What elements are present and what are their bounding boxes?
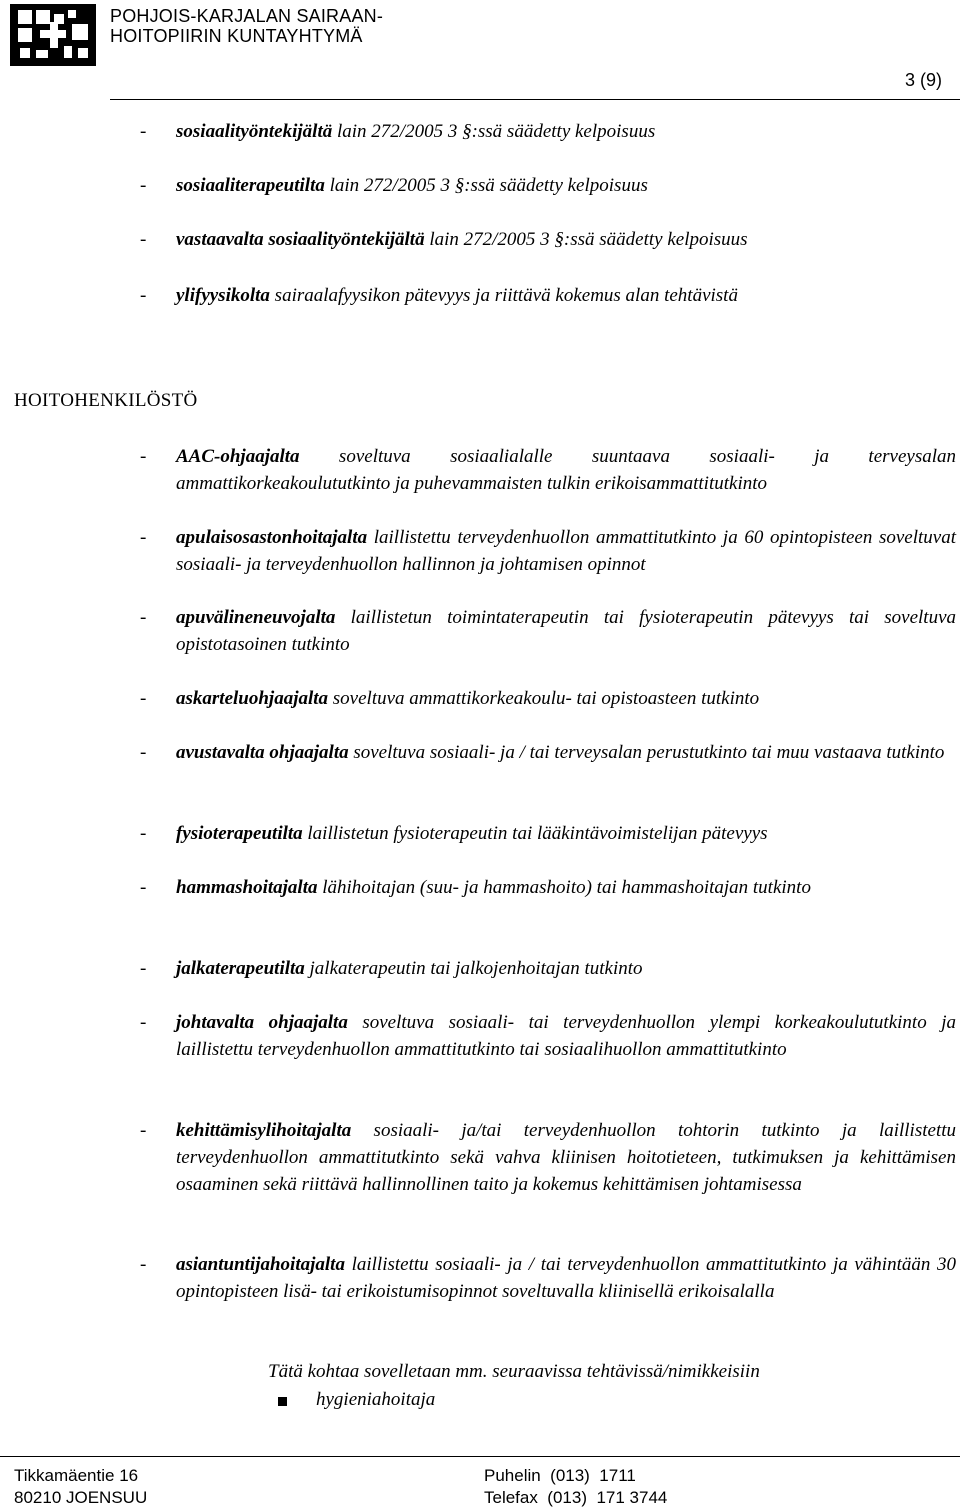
dash-marker: -	[140, 121, 147, 142]
footer-address-street: Tikkamäentie 16	[14, 1466, 139, 1485]
item-description: jalkaterapeutin tai jalkojenhoitajan tutkinto	[304, 958, 643, 979]
item-term: apulaisosastonhoitajalta	[176, 527, 368, 548]
org-name-line1: POHJOIS-KARJALAN SAIRAAN-	[110, 6, 384, 26]
dash-marker: -	[140, 446, 147, 467]
dash-marker: -	[140, 229, 147, 250]
dash-marker: -	[140, 1120, 147, 1141]
item-term: vastaavalta sosiaalityöntekijältä	[176, 229, 425, 250]
footer-divider	[0, 1456, 960, 1457]
footer-address-city: 80210 JOENSUU	[14, 1488, 148, 1507]
item-term: sosiaalityöntekijältä	[176, 121, 333, 142]
item-description: laillistettu terveydenhuollon ammattitutkinto ja 60 opintopisteen soveltuvat sosiaali- ja terveydenhuollon hallinnon ja johtamisen opinnot	[176, 527, 956, 575]
dash-marker: -	[140, 607, 147, 628]
application-note: Tätä kohtaa sovelletaan mm. seuraavissa tehtävissä/nimikkeisiin	[268, 1361, 760, 1382]
item-description: lain 272/2005 3 §:ssä säädetty kelpoisuus	[324, 175, 648, 196]
item-term: jalkaterapeutilta	[176, 958, 305, 979]
item-term: avustavalta ohjaajalta	[176, 742, 349, 763]
dash-marker: -	[140, 688, 147, 709]
dash-marker: -	[140, 877, 147, 898]
item-description: lain 272/2005 3 §:ssä säädetty kelpoisuus	[332, 121, 656, 142]
item-term: johtavalta ohjaajalta	[176, 1012, 348, 1033]
item-description: lähihoitajan (suu- ja hammashoito) tai hammashoitajan tutkinto	[317, 877, 811, 898]
dash-marker: -	[140, 285, 147, 306]
item-term: hammashoitajalta	[176, 877, 318, 898]
item-description: soveltuva sosiaali- ja / tai terveysalan perustutkinto tai muu vastaava tutkinto	[348, 742, 945, 763]
organization-logo	[10, 4, 96, 66]
item-description: lain 272/2005 3 §:ssä säädetty kelpoisuus	[424, 229, 748, 250]
item-term: asiantuntijahoitajalta	[176, 1254, 345, 1275]
dash-marker: -	[140, 742, 147, 763]
section-heading: HOITOHENKILÖSTÖ	[14, 390, 198, 411]
bullet-text: hygieniahoitaja	[316, 1389, 436, 1410]
item-term: kehittämisylihoitajalta	[176, 1120, 352, 1141]
item-term: sosiaaliterapeutilta	[176, 175, 325, 196]
dash-marker: -	[140, 527, 147, 548]
header-divider	[110, 99, 960, 100]
item-description: laillistetun toimintaterapeutin tai fysioterapeutin pätevyys tai soveltuva opistotasoinen tutkinto	[176, 607, 956, 655]
footer-fax: Telefax (013) 171 3744	[484, 1488, 668, 1507]
item-description: soveltuva sosiaali- tai terveydenhuollon ylempi korkeakoulututkinto ja laillistettu terveydenhuollon ammattitutkinto tai sosiaalihuollon ammattitutkinto	[176, 1012, 956, 1060]
item-description: soveltuva ammattikorkeakoulu- tai opistoasteen tutkinto	[328, 688, 760, 709]
item-description: laillistetun fysioterapeutin tai lääkintävoimistelijan pätevyys	[302, 823, 768, 844]
footer-phone: Puhelin (013) 1711	[484, 1466, 636, 1485]
item-term: apuvälineneuvojalta	[176, 607, 336, 628]
org-name-line2: HOITOPIIRIN KUNTAYHTYMÄ	[110, 26, 363, 46]
page-number: 3 (9)	[904, 70, 942, 90]
item-term: AAC-ohjaajalta	[176, 446, 300, 467]
item-term: fysioterapeutilta	[176, 823, 303, 844]
dash-marker: -	[140, 823, 147, 844]
item-term: askarteluohjaajalta	[176, 688, 329, 709]
square-bullet-icon	[278, 1397, 287, 1406]
organization-name	[110, 6, 383, 46]
item-description: laillistettu sosiaali- ja / tai terveydenhuollon ammattitutkinto ja vähintään 30 opintopisteen lisä- tai erikoistumisopinnot soveltuvalla kliinisellä erikoisalalla	[176, 1254, 956, 1302]
item-description: soveltuva sosiaalialalle suuntaava sosiaali- ja terveysalan ammattikorkeakoulututkinto ja puhevammaisten tulkin erikoisammattitutkinto	[176, 446, 956, 494]
dash-marker: -	[140, 958, 147, 979]
item-term: ylifyysikolta	[176, 285, 270, 306]
dash-marker: -	[140, 1254, 147, 1275]
item-description: sosiaali- ja/tai terveydenhuollon tohtorin tutkinto ja laillistettu terveydenhuollon ammattitutkinto sekä vahva kliinisen hoitotieteen, tutkimuksen ja kehittämisen osaaminen sekä riittävä hallinnollinen taito ja kokemus kehittämisen johtamisessa	[176, 1120, 956, 1195]
item-description: sairaalafyysikon pätevyys ja riittävä kokemus alan tehtävistä	[269, 285, 738, 306]
dash-marker: -	[140, 175, 147, 196]
dash-marker: -	[140, 1012, 147, 1033]
